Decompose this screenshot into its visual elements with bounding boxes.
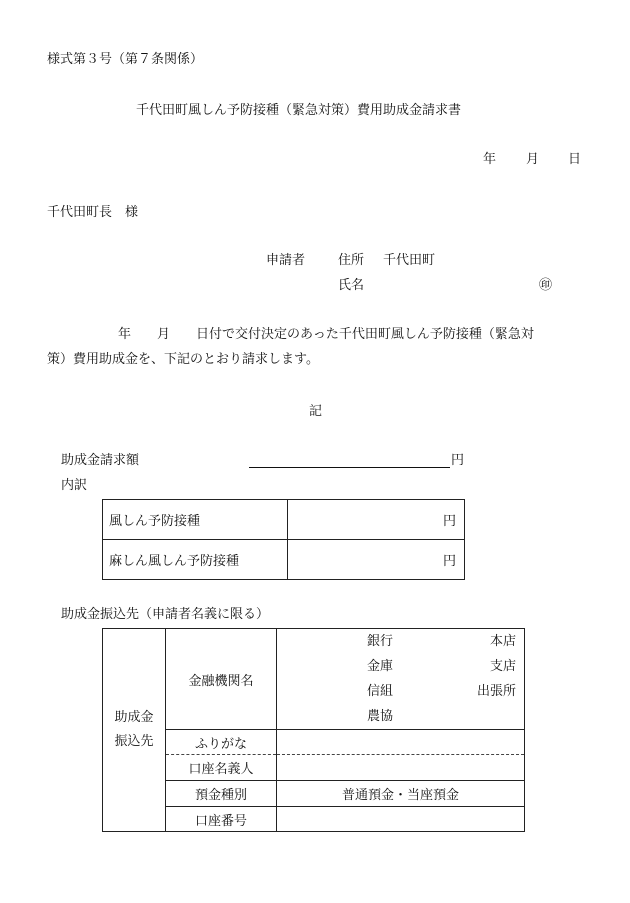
- name-label: 氏名: [338, 278, 365, 293]
- deposit-type-value[interactable]: 普通預金・当座預金: [277, 781, 525, 807]
- bank-table: [102, 628, 525, 832]
- form-number: 様式第３号（第７条関係）: [47, 52, 204, 67]
- bank-group-label-2: 振込先: [114, 734, 154, 749]
- furigana-label: ふりがな: [166, 730, 277, 755]
- account-holder-label: 口座名義人: [166, 755, 277, 781]
- furigana-input[interactable]: [277, 730, 525, 755]
- bank-group-label-1: 助成金: [114, 710, 154, 725]
- table-row: [103, 807, 525, 832]
- applicant-label: 申請者: [266, 253, 306, 268]
- breakdown-amount-cell[interactable]: 円: [288, 540, 465, 580]
- bank-group-cell: [103, 629, 166, 832]
- institution-cell[interactable]: [277, 629, 525, 730]
- amount-label: 助成金請求額: [61, 453, 140, 468]
- breakdown-item: 麻しん風しん予防接種: [103, 540, 288, 580]
- breakdown-label: 内訳: [61, 478, 88, 493]
- body-line-2: 策）費用助成金を、下記のとおり請求します。: [47, 352, 319, 367]
- date-month-label: 月: [526, 152, 540, 167]
- breakdown-amount-cell[interactable]: 円: [288, 500, 465, 540]
- account-number-input[interactable]: [277, 807, 525, 832]
- note-heading: 記: [309, 404, 323, 419]
- breakdown-item: 風しん予防接種: [103, 500, 288, 540]
- seal-mark: ㊞: [539, 278, 553, 293]
- table-row: [103, 730, 525, 755]
- address-label: 住所: [338, 253, 365, 268]
- account-holder-input[interactable]: [277, 755, 525, 781]
- body-line-1: 年 月 日付で交付決定のあった千代田町風しん予防接種（緊急対: [118, 327, 534, 342]
- date-year-label: 年: [483, 152, 497, 167]
- institution-type: 金庫: [367, 659, 394, 674]
- address-value: 千代田町: [383, 253, 436, 268]
- breakdown-table: [102, 499, 465, 580]
- document-title: 千代田町風しん予防接種（緊急対策）費用助成金請求書: [136, 103, 462, 118]
- table-row: [103, 755, 525, 781]
- branch-type: 本店: [489, 634, 516, 649]
- bank-heading: 助成金振込先（申請者名義に限る）: [61, 607, 270, 622]
- institution-label: 金融機関名: [166, 629, 277, 730]
- institution-type: 農協: [367, 709, 394, 724]
- branch-type: 支店: [489, 659, 516, 674]
- table-row: [103, 500, 465, 540]
- table-row: [103, 540, 465, 580]
- deposit-type-label: 預金種別: [166, 781, 277, 807]
- institution-type: 信組: [367, 684, 394, 699]
- branch-type: 出張所: [476, 684, 516, 699]
- table-row: [103, 629, 525, 730]
- addressee: 千代田町長 様: [47, 205, 139, 220]
- institution-type: 銀行: [367, 634, 394, 649]
- date-day-label: 日: [568, 152, 582, 167]
- table-row: [103, 781, 525, 807]
- account-number-label: 口座番号: [166, 807, 277, 832]
- amount-unit: 円: [451, 453, 465, 468]
- amount-input-line[interactable]: [249, 452, 450, 468]
